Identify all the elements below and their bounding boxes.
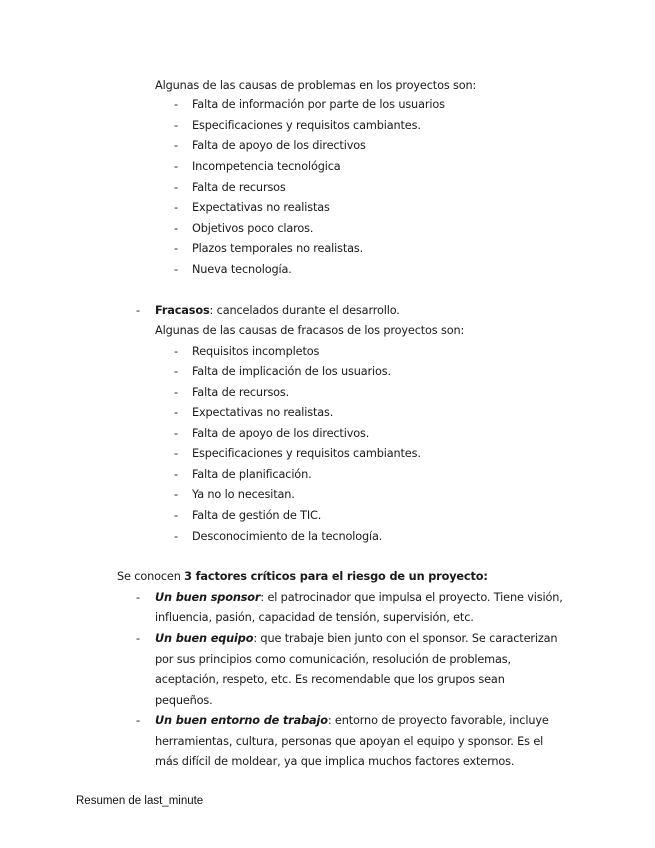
list-item: Nueva tecnología.: [192, 263, 292, 276]
bullet-dash: -: [174, 181, 178, 194]
bullet-dash: -: [174, 242, 178, 255]
bullet-dash: -: [174, 345, 178, 358]
factor-text: : entorno de proyecto favorable, incluye: [327, 714, 549, 727]
factor-line: aceptación, respeto, etc. Es recomendable que los grupos sean: [155, 673, 505, 686]
factor-text: : que trabaje bien junto con el sponsor. Se caracterizan: [253, 632, 558, 645]
bullet-dash: -: [174, 427, 178, 440]
bullet-dash: -: [174, 509, 178, 522]
list-item: Falta de apoyo de los directivos.: [192, 427, 370, 440]
list-item: Falta de implicación de los usuarios.: [192, 365, 391, 378]
list-item: Especificaciones y requisitos cambiantes.: [192, 447, 421, 460]
factor-line: más difícil de moldear, ya que implica muchos factores externos.: [155, 755, 515, 768]
page-footer: Resumen de last_minute: [76, 795, 204, 807]
list-item: Falta de recursos: [192, 181, 286, 194]
problemas-intro: Algunas de las causas de problemas en los proyectos son:: [155, 79, 477, 92]
list-item: Incompetencia tecnológica: [192, 160, 341, 173]
factor-text: : el patrocinador que impulsa el proyecto. Tiene visión,: [260, 591, 563, 604]
bullet-dash: -: [174, 119, 178, 132]
factor-line: influencia, pasión, capacidad de tensión, supervisión, etc.: [155, 611, 474, 624]
factores-intro: [117, 570, 488, 584]
bullet-dash: -: [174, 201, 178, 214]
factores-intro-bold: 3 factores críticos para el riesgo de un proyecto:: [184, 570, 488, 583]
factor-line: pequeños.: [155, 694, 213, 707]
factor-line: [155, 591, 563, 605]
bullet-dash: -: [174, 530, 178, 543]
bullet-dash: -: [174, 222, 178, 235]
factor-line: por sus principios como comunicación, resolución de problemas,: [155, 653, 511, 666]
list-item: Desconocimiento de la tecnología.: [192, 530, 383, 543]
bullet-dash: -: [174, 160, 178, 173]
fracasos-definition-text: : cancelados durante el desarrollo.: [209, 304, 400, 317]
bullet-dash: -: [174, 488, 178, 501]
bullet-dash: -: [174, 386, 178, 399]
bullet-dash: -: [136, 304, 140, 317]
bullet-dash: -: [174, 365, 178, 378]
fracasos-term: Fracasos: [155, 304, 210, 317]
fracasos-definition: [155, 304, 400, 318]
list-item: Falta de información por parte de los usuarios: [192, 98, 445, 111]
list-item: Objetivos poco claros.: [192, 222, 314, 235]
factor-line: [155, 714, 549, 728]
factor-term: Un buen entorno de trabajo: [155, 714, 328, 727]
fracasos-intro: Algunas de las causas de fracasos de los proyectos son:: [155, 324, 465, 337]
bullet-dash: -: [136, 714, 140, 727]
bullet-dash: -: [174, 447, 178, 460]
factor-line: herramientas, cultura, personas que apoyan el equipo y sponsor. Es el: [155, 735, 544, 748]
factores-intro-prefix: Se conocen: [117, 570, 185, 583]
bullet-dash: -: [174, 139, 178, 152]
list-item: Expectativas no realistas: [192, 201, 330, 214]
list-item: Requisitos incompletos: [192, 345, 320, 358]
list-item: Plazos temporales no realistas.: [192, 242, 364, 255]
list-item: Falta de recursos.: [192, 386, 290, 399]
bullet-dash: -: [136, 591, 140, 604]
list-item: Especificaciones y requisitos cambiantes.: [192, 119, 421, 132]
factor-term: Un buen sponsor: [155, 591, 261, 604]
list-item: Expectativas no realistas.: [192, 406, 334, 419]
bullet-dash: -: [136, 632, 140, 645]
list-item: Falta de apoyo de los directivos: [192, 139, 366, 152]
factor-line: [155, 632, 557, 646]
bullet-dash: -: [174, 263, 178, 276]
factor-term: Un buen equipo: [155, 632, 254, 645]
list-item: Falta de gestión de TIC.: [192, 509, 322, 522]
list-item: Ya no lo necesitan.: [192, 488, 295, 501]
list-item: Falta de planificación.: [192, 468, 312, 481]
bullet-dash: -: [174, 468, 178, 481]
bullet-dash: -: [174, 406, 178, 419]
bullet-dash: -: [174, 98, 178, 111]
